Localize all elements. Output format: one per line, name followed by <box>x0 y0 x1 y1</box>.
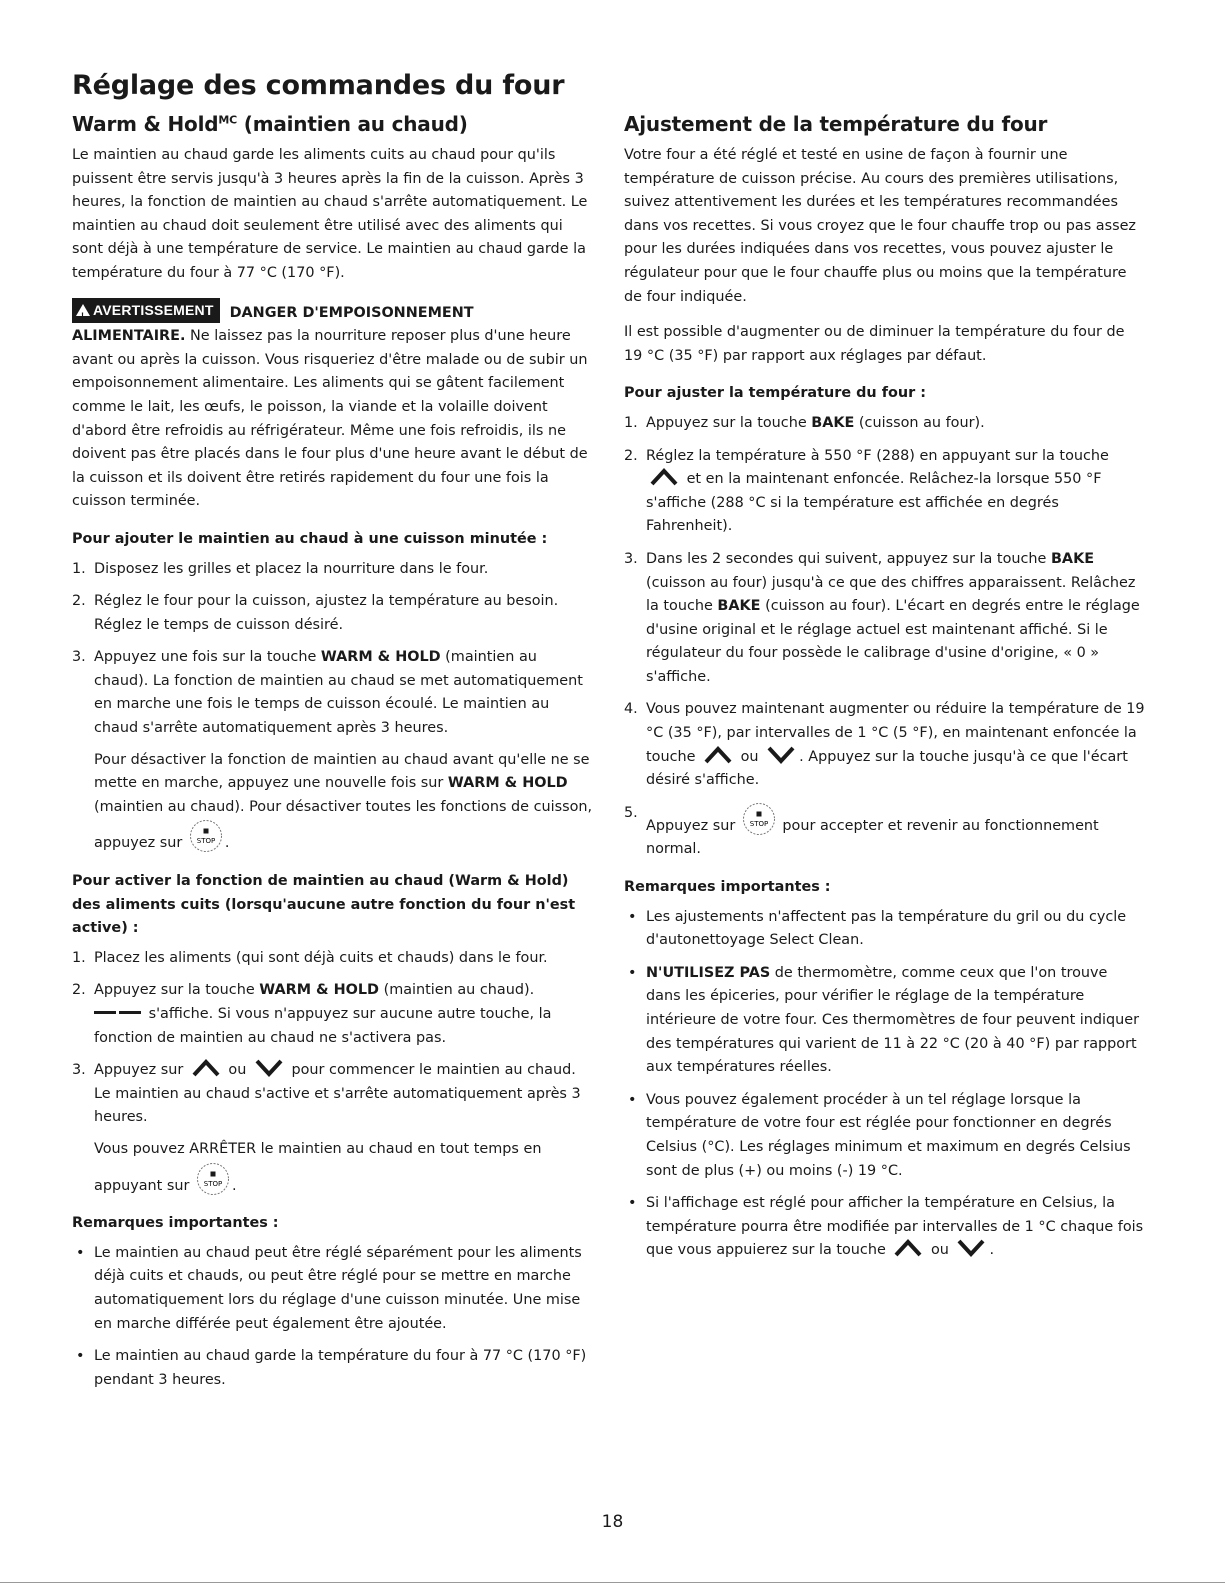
temp-adjust-intro: Votre four a été réglé et testé en usine de façon à fournir une température de cuisson précise. Au cours des premières utilisations, suivez attentivement les durées et les températures recommandées dans vos recettes. Si vous croyez que le four chauffe trop ou pas assez pour les durées indiquées dans vos recettes, vous pouvez ajuster le régulateur pour que le four chauffe plus ou moins que la température de four indiquée. <box>624 147 1136 305</box>
activate-steps <box>72 947 594 1198</box>
list-item: 1. Placez les aliments (qui sont déjà cuits et chauds) dans le four. <box>72 949 548 966</box>
list-item: • N'UTILISEZ PAS de thermomètre, comme ceux que l'on trouve dans les épiceries, pour vérifier le réglage de la température intérieure de votre four. Ces thermomètres de four peuvent indiquer des températures qui varient de 11 à 22 °C (20 à 40 °F) par rapport aux températures réelles. <box>628 964 1140 1076</box>
warning-icon <box>76 304 90 316</box>
list-item: 2. Appuyez sur la touche WARM & HOLD (maintien au chaud). s'affiche. Si vous n'appuyez sur aucune autre touche, la fonction de maintien au chaud ne s'activera pas. <box>72 982 552 1046</box>
stop-key-icon <box>196 1162 230 1196</box>
warm-hold-intro: Le maintien au chaud garde les aliments cuits au chaud pour qu'ils puissent être servis jusqu'à 3 heures après la fin de la cuisson. Après 3 heures, la fonction de maintien au chaud s'arrête automatiquement. Le maintien au chaud doit seulement être utilisé avec des aliments qui sont déjà à une température de service. Le maintien au chaud garde la température du four à 77 °C (170 °F). <box>72 147 588 281</box>
timed-cook-steps <box>72 558 594 857</box>
temp-adjust-heading: Ajustement de la température du four <box>624 112 1048 136</box>
list-item: 5. Appuyez sur STOP pour accepter et revenir au fonctionnement normal. <box>624 802 1146 862</box>
stop-key-icon <box>189 819 223 853</box>
up-arrow-key-icon <box>703 746 733 764</box>
down-arrow-key-icon <box>956 1239 986 1257</box>
warning-title: DANGER D'EMPOISONNEMENT <box>229 304 474 321</box>
activate-subheading: Pour activer la fonction de maintien au chaud (Warm & Hold) des aliments cuits (lorsqu'aucune autre fonction du four n'est active) : <box>72 873 576 937</box>
list-item: 3. Appuyez une fois sur la touche WARM & HOLD (maintien au chaud). La fonction de maintien au chaud se met automatiquement en marche une fois le temps de cuisson écoulé. Le maintien au chaud s'arrête automatiquement après 3 heures. Pour désactiver la fonction de maintien au chaud avant qu'elle ne se mette en marche, appuyez une nouvelle fois sur WARM & HOLD (maintien au chaud). Pour désactiver toutes les fonctions de cuisson, appuyez sur STOP . <box>72 646 594 856</box>
right-column <box>624 112 1146 1272</box>
up-arrow-key-icon <box>893 1239 923 1257</box>
warm-hold-heading: Warm & Hold$^{MC}$ (maintien au chaud) <box>72 112 468 136</box>
cancel-note: Pour désactiver la fonction de maintien au chaud avant qu'elle ne se mette en marche, appuyez une nouvelle fois sur WARM & HOLD (maintien au chaud). Pour désactiver toutes les fonctions de cuisson, appuyez sur STOP . <box>94 751 593 852</box>
right-notes-heading: Remarques importantes : <box>624 879 831 896</box>
down-arrow-key-icon <box>254 1059 284 1077</box>
list-item: • Le maintien au chaud garde la température du four à 77 °C (170 °F) pendant 3 heures. <box>76 1348 587 1388</box>
bottom-rule <box>0 1582 1225 1583</box>
warning-title-cont: ALIMENTAIRE. <box>72 328 186 345</box>
left-notes-heading: Remarques importantes : <box>72 1215 279 1232</box>
warning-badge: !AVERTISSEMENT <box>72 298 220 324</box>
list-item: 4. Vous pouvez maintenant augmenter ou réduire la température de 19 °C (35 °F), par intervalles de 1 °C (5 °F), en maintenant enfoncée la touche ou . Appuyez sur la touche jusqu'à ce que l'écart désiré s'affiche. <box>624 701 1145 789</box>
up-arrow-key-icon <box>191 1059 221 1077</box>
list-item: 2. Réglez la température à 550 °F (288) en appuyant sur la touche et en la maintenant enfoncée. Relâchez-la lorsque 550 °F s'affiche (288 °C si la température est affichée en degrés Fahrenheit). <box>624 447 1109 535</box>
svg-text:STOP: STOP <box>749 819 769 828</box>
left-notes-list <box>72 1242 594 1393</box>
up-arrow-key-icon <box>649 468 679 486</box>
right-notes-list <box>624 906 1146 1263</box>
stop-key-icon <box>742 802 776 836</box>
stop-note: Vous pouvez ARRÊTER le maintien au chaud en tout temps en appuyant sur STOP . <box>94 1140 542 1194</box>
list-item: 3. Appuyez sur ou pour commencer le maintien au chaud. Le maintien au chaud s'active et s'arrête automatiquement après 3 heures. Vous pouvez ARRÊTER le maintien au chaud en tout temps en appuyant sur STOP . <box>72 1059 594 1198</box>
left-column <box>72 112 594 1401</box>
list-item: 1. Disposez les grilles et placez la nourriture dans le four. <box>72 560 489 577</box>
timed-cook-subheading: Pour ajouter le maintien au chaud à une cuisson minutée : <box>72 530 548 547</box>
warning-text: Ne laissez pas la nourriture reposer plus d'une heure avant ou après la cuisson. Vous risqueriez d'être malade ou de subir un empoisonnement alimentaire. Les aliments qui se gâtent facilement comme le lait, les œufs, le poisson, la viande et la volaille doivent d'abord être refroidis au réfrigérateur. Même une fois refroidis, ils ne doivent pas être placés dans le four plus d'une heure avant le début de la cuisson et ils doivent être retirés rapidement du four une fois la cuisson terminée. <box>72 328 588 510</box>
display-dash-icon <box>119 1011 141 1014</box>
temp-adjust-range: Il est possible d'augmenter ou de diminuer la température du four de 19 °C (35 °F) par rapport aux réglages par défaut. <box>624 324 1125 364</box>
page-number: 18 <box>601 1512 624 1532</box>
list-item: • Le maintien au chaud peut être réglé séparément pour les aliments déjà cuits et chauds, ou peut être réglé pour se mettre en marche automatiquement lors du réglage d'une cuisson minutée. Une mise en marche différée peut également être ajoutée. <box>76 1244 582 1332</box>
warning-block <box>72 298 594 514</box>
adjust-subheading: Pour ajuster la température du four : <box>624 385 926 402</box>
list-item: 1. Appuyez sur la touche BAKE (cuisson au four). <box>624 414 985 431</box>
display-dash-icon <box>94 1011 116 1014</box>
page-title: Réglage des commandes du four <box>72 70 565 101</box>
list-item: • Vous pouvez également procéder à un tel réglage lorsque la température de votre four est réglée pour fonctionner en degrés Celsius (°C). Les réglages minimum et maximum en degrés Celsius sont de plus (+) ou moins (-) 19 °C. <box>628 1091 1131 1179</box>
down-arrow-key-icon <box>766 746 796 764</box>
list-item: • Si l'affichage est réglé pour afficher la température en Celsius, la température pourra être modifiée par intervalles de 1 °C chaque fois que vous appuierez sur la touche ou . <box>628 1195 1144 1259</box>
adjust-steps <box>624 412 1146 862</box>
list-item: • Les ajustements n'affectent pas la température du gril ou du cycle d'autonettoyage Select Clean. <box>628 908 1127 949</box>
svg-text:STOP: STOP <box>203 1179 223 1188</box>
list-item: 2. Réglez le four pour la cuisson, ajustez la température au besoin. Réglez le temps de cuisson désiré. <box>72 593 559 633</box>
list-item: 3. Dans les 2 secondes qui suivent, appuyez sur la touche BAKE (cuisson au four) jusqu'à ce que des chiffres apparaissent. Relâchez la touche BAKE (cuisson au four). L'écart en degrés entre le réglage d'usine original et le réglage actuel est maintenant affiché. Si le régulateur du four possède le calibrage d'usine d'origine, « 0 » s'affiche. <box>624 550 1140 685</box>
svg-text:STOP: STOP <box>196 837 216 846</box>
